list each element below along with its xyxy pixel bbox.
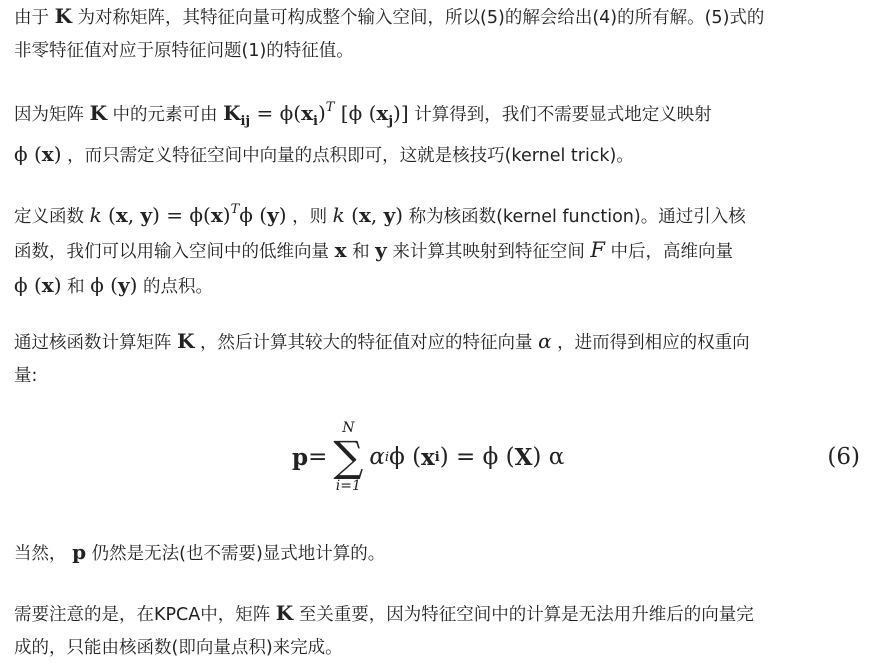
text: 通过核函数计算矩阵 <box>14 333 178 353</box>
math-part: ) <box>278 203 287 227</box>
paragraph-kernel-trick <box>14 91 870 173</box>
math-part: ϕ ( <box>14 142 42 166</box>
math-part: = <box>308 444 328 470</box>
math-x: x <box>376 101 389 125</box>
math-p: p <box>292 443 309 471</box>
math-p: p <box>72 540 87 564</box>
equation-6 <box>0 412 876 502</box>
text: 量: <box>14 366 38 386</box>
math-kernel <box>333 203 403 227</box>
math-x: x <box>358 203 371 227</box>
math-y: y <box>117 273 130 297</box>
text: 中后，高维向量 <box>604 242 734 262</box>
math-phi-x <box>14 142 62 166</box>
math-x: x <box>41 273 54 297</box>
math-feature-space: F <box>590 238 605 262</box>
summation <box>333 421 363 493</box>
math-part: ϕ ( <box>239 203 268 227</box>
math-x: x <box>421 443 435 471</box>
math-part: )] <box>393 101 409 125</box>
math-transpose: T <box>325 100 335 115</box>
math-part: ( <box>344 203 359 227</box>
math-part: ϕ ( <box>389 444 422 470</box>
math-y: y <box>383 203 396 227</box>
math-subscript: ij <box>240 114 251 129</box>
math-y: y <box>375 238 387 262</box>
math-k: k <box>332 203 345 227</box>
math-x: x <box>41 142 54 166</box>
text: ，则 <box>286 207 333 227</box>
math-k: k <box>89 203 102 227</box>
math-part: ϕ ( <box>90 273 118 297</box>
text: 称为核函数(kernel function)。通过引入核 <box>403 207 746 227</box>
text: 函数，我们可以用输入空间中的低维向量 <box>14 242 335 262</box>
text: 和 <box>346 242 376 262</box>
summation-lower-limit: i=1 <box>335 478 361 494</box>
math-part: ) <box>395 203 404 227</box>
equation-body <box>292 412 564 502</box>
math-part: ) <box>53 142 62 166</box>
math-phi-x <box>14 273 62 297</box>
paragraph-symmetric-matrix <box>14 0 870 68</box>
paragraph-kernel-function <box>14 193 870 304</box>
text: 至关重要，因为特征空间中的计算是无法用升维后的向量完 <box>293 605 754 625</box>
text: 仍然是无法(也不需要)显式地计算的。 <box>86 544 386 564</box>
math-y: y <box>140 203 153 227</box>
text: 计算得到，我们不需要显式地定义映射 <box>408 105 712 125</box>
math-y: y <box>267 203 279 227</box>
math-part: ) <box>53 273 62 297</box>
text: 当然， <box>14 544 73 564</box>
text: 成的，只能由核函数(即向量点积)来完成。 <box>14 638 343 658</box>
math-phi-y <box>90 273 137 297</box>
math-part: = ϕ( <box>250 101 302 125</box>
math-part: ) = ϕ( <box>152 203 211 227</box>
math-part: ϕ ( <box>14 273 42 297</box>
text: ，然后计算其较大的特征值对应的特征向量 <box>194 333 539 353</box>
text: 定义函数 <box>14 207 90 227</box>
math-kernel-element <box>223 100 409 129</box>
math-subscript: i <box>434 449 440 465</box>
math-part: ) <box>317 101 326 125</box>
text: 因为矩阵 <box>14 105 90 125</box>
math-K: K <box>223 101 241 125</box>
text: 和 <box>61 277 91 297</box>
math-alpha: α <box>538 329 552 353</box>
math-part: ) α <box>532 444 565 470</box>
math-part: , <box>127 203 141 227</box>
text: 非零特征值对应于原特征问题(1)的特征值。 <box>14 41 354 61</box>
math-part: ) = ϕ ( <box>439 444 515 470</box>
summation-upper-limit: N <box>342 420 355 436</box>
summation-sigma: ∑ <box>333 432 364 481</box>
text: ，进而得到相应的权重向 <box>551 333 750 353</box>
math-subscript: j <box>388 114 394 129</box>
text: 的点积。 <box>137 277 213 297</box>
paragraph-p-not-explicit <box>14 536 870 571</box>
math-part: , <box>370 203 384 227</box>
math-x: x <box>334 238 347 262</box>
math-x: x <box>210 203 223 227</box>
math-alpha: α <box>369 444 385 470</box>
math-K: K <box>89 101 107 125</box>
math-subscript: i <box>384 449 390 465</box>
math-part: ) <box>129 273 138 297</box>
paragraph-weight-vector <box>14 325 870 393</box>
math-K: K <box>275 601 294 625</box>
text: 由于 <box>14 8 55 28</box>
math-part: ( <box>101 203 116 227</box>
math-part: [ϕ ( <box>334 101 377 125</box>
text: ，而只需定义特征空间中向量的点积即可，这就是核技巧(kernel trick)。 <box>61 146 634 166</box>
math-kernel-definition <box>90 203 287 227</box>
math-x: x <box>115 203 128 227</box>
text: 来计算其映射到特征空间 <box>386 242 591 262</box>
math-part: ) <box>222 203 231 227</box>
text: 中的元素可由 <box>106 105 224 125</box>
math-transpose: T <box>230 202 240 217</box>
math-K: K <box>54 4 72 28</box>
math-x: x <box>301 101 313 125</box>
text: 需要注意的是，在KPCA中，矩阵 <box>14 605 276 625</box>
text: 为对称矩阵，其特征向量可构成整个输入空间，所以(5)的解会给出(4)的所有解。(5)式的 <box>71 8 765 28</box>
equation-number: (6) <box>827 444 860 470</box>
math-X: X <box>514 443 533 471</box>
math-K: K <box>177 329 195 353</box>
math-subscript: i <box>313 114 318 129</box>
paragraph-kpca-note <box>14 597 870 665</box>
